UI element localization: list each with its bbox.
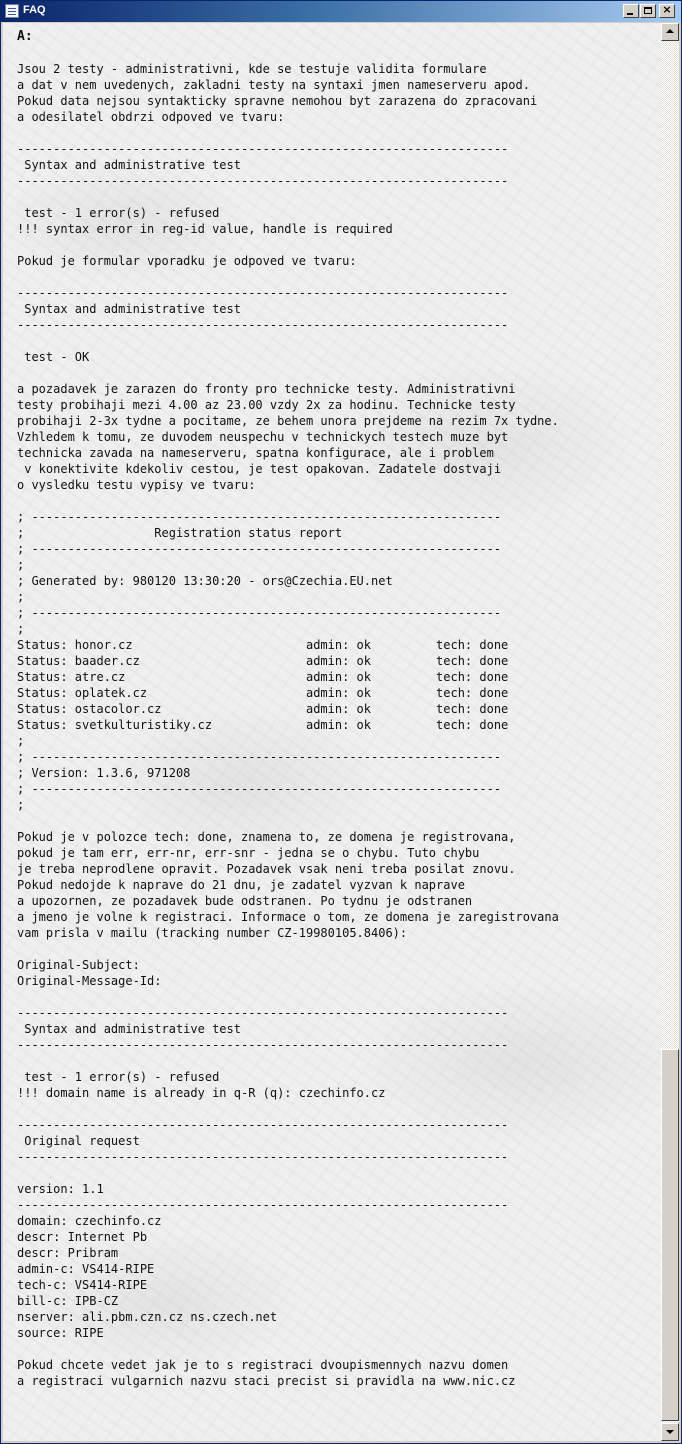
faq-body-text: Jsou 2 testy - administrativni, kde se testuje validita formulare a dat v nem uvedenych, zakladni testy na syntaxi jmen nameserveru apod. Pokud data nejsou syntakticky spravne nemohou byt zarazena do zpracovani a odesilatel obdrzi odpoved ve tvaru: -------------------------------------------------------------------- Syntax and administrative test -------------------------------------------------------------------- test - 1 error(s) - refused !!! syntax error in reg-id value, handle is required Pokud je formular vporadku je odpoved ve tvaru: -------------------------------------------------------------------- Syntax and administrative test -------------------------------------------------------------------- test - OK a pozadavek je zarazen do fronty pro technicke testy. Administrativni testy probihaji mezi 4.00 az 23.00 vzdy 2x za hodinu. Technicke testy probihaji 2-3x tydne a pocitame, ze behem unora prejdeme na rezim 7x tydne. Vzhledem k tomu, ze duvodem neuspechu v technickych testech muze byt technicka zavada na nameserveru, spatna konfigurace, ale i problem v konektivite kdekoliv cestou, je test opakovan. Zadatele dostvaji o vysledku testu vypisy ve tvaru: ; ----------------------------------------------------------------- ; Registration status report ; ----------------------------------------------------------------- ; ; Generated by: 980120 13:30:20 - ors@Czechia.EU.net ; ; ----------------------------------------------------------------- ; Status: honor.cz admin: ok tech: done Status: baader.cz admin: ok tech: done Status: atre.cz admin: ok tech: done Status: oplatek.cz admin: ok tech: done Status: ostacolor.cz admin: ok tech: done Status: svetkulturistiky.cz admin: ok tech: done ; ; ----------------------------------------------------------------- ; Version: 1.3.6, 971208 ; ----------------------------------------------------------------- ; Pokud je v polozce tech: done, znamena to, ze domena je registrovana, pokud je tam err, err-nr, err-snr - jedna se o chybu. Tuto chybu je treba neprodlene opravit. Pozadavek vsak neni treba posilat znovu. Pokud nedojde k naprave do 21 dnu, je zadatel vyzvan k naprave a upozornen, ze pozadavek bude odstranen. Po tydnu je odstranen a jmeno je volne k registraci. Informace o tom, ze domena je zaregistrovana vam prisla v mailu (tracking number CZ-19980105.8406): Original-Subject: Original-Message-Id: -------------------------------------------------------------------- Syntax and administrative test -------------------------------------------------------------------- test - 1 error(s) - refused !!! domain name is already in q-R (q): czechinfo.cz -------------------------------------------------------------------- Original request -------------------------------------------------------------------- version: 1.1 -------------------------------------------------------------------- domain: czechinfo.cz descr: Internet Pb descr: Pribram admin-c: VS414-RIPE tech-c: VS414-RIPE bill-c: IPB-CZ nserver: ali.pbm.czn.cz ns.czech.net source: RIPE Pokud chcete vedet jak je to s registraci dvoupismennych nazvu domen a registraci vulgarnich nazvu staci precist si pravidla na www.nic.cz [17, 62, 559, 1388]
minimize-button[interactable] [623, 4, 639, 18]
close-button[interactable] [659, 4, 675, 18]
maximize-icon [644, 7, 652, 14]
document-icon[interactable] [5, 4, 19, 18]
faq-content [17, 29, 559, 1389]
minimize-icon [627, 13, 633, 15]
title-bar[interactable] [1, 1, 681, 22]
vertical-scrollbar[interactable] [661, 23, 679, 1441]
answer-label: A: [17, 29, 33, 44]
scroll-down-button[interactable] [661, 1423, 679, 1441]
scroll-thumb[interactable] [661, 1049, 679, 1421]
window-title: FAQ [23, 4, 46, 16]
arrow-down-icon [666, 1430, 674, 1434]
scroll-up-button[interactable] [661, 23, 679, 41]
maximize-button[interactable] [640, 4, 656, 18]
close-icon: × [662, 3, 672, 16]
arrow-up-icon [666, 29, 674, 33]
faq-text-area[interactable] [3, 23, 661, 1441]
